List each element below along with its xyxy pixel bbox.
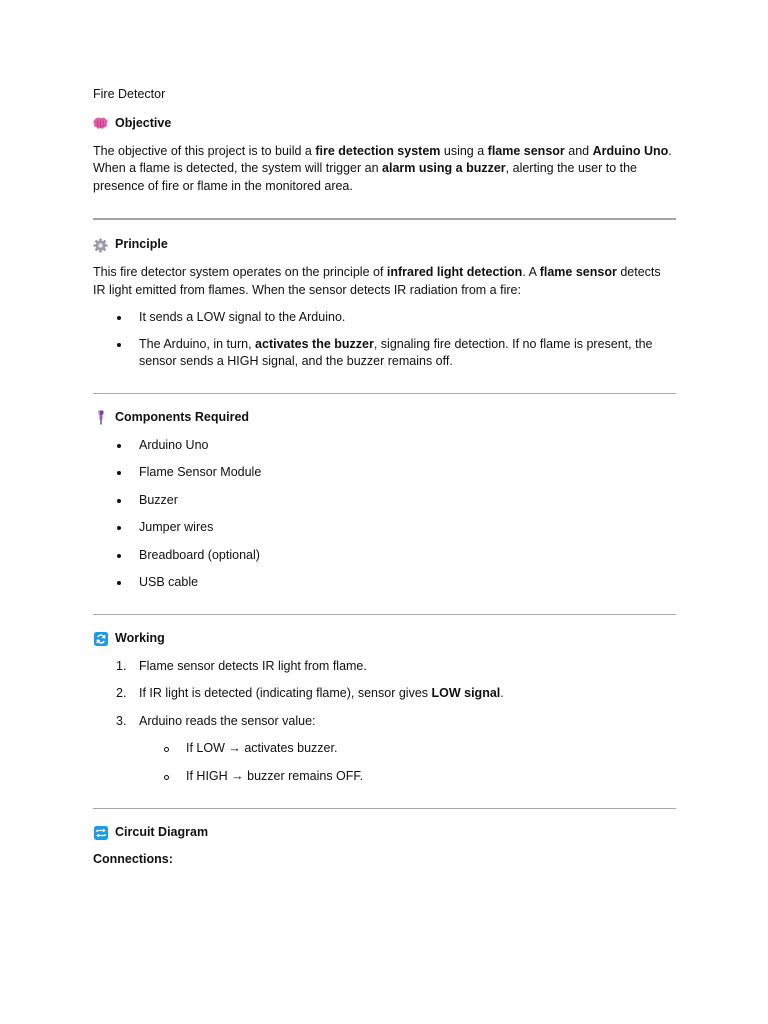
section-divider — [93, 614, 676, 615]
list-item: Jumper wires — [93, 519, 676, 537]
objective-paragraph: The objective of this project is to build a fire detection system using a flame sensor and Arduino Uno. When a flame is detected, the system will trigger an alarm using a buzzer, alerting the user to the presence of fire or flame in the monitored area. — [93, 143, 672, 193]
objective-heading — [93, 115, 676, 133]
loop-icon — [93, 826, 108, 841]
list-item: Buzzer — [93, 492, 676, 510]
list-item: If HIGH → buzzer remains OFF. — [93, 768, 676, 786]
list-item: The Arduino, in turn, activates the buzzer, signaling fire detection. If no flame is present, the sensor sends a HIGH signal, and the buzzer remains off. — [93, 336, 676, 371]
section-divider — [93, 808, 676, 809]
list-item: 1. Flame sensor detects IR light from flame. — [116, 658, 367, 673]
working-heading — [93, 630, 676, 648]
section-divider — [93, 218, 676, 220]
document-content — [93, 86, 676, 869]
working-substeps — [93, 740, 676, 785]
list-item: It sends a LOW signal to the Arduino. — [93, 309, 676, 327]
gear-icon — [93, 238, 108, 253]
brain-icon — [93, 116, 108, 131]
cycle-icon — [93, 631, 108, 646]
working-steps — [93, 658, 676, 731]
principle-paragraph: This fire detector system operates on the principle of infrared light detection. A flame sensor detects IR light emitted from flames. When the sensor detects IR radiation from a fire: — [93, 265, 661, 297]
components-heading — [93, 409, 676, 427]
components-heading-text: Components Required — [115, 409, 250, 424]
working-heading-text: Working — [115, 630, 165, 645]
connections-label: Connections: — [93, 852, 173, 866]
list-item: If LOW → activates buzzer. — [93, 740, 676, 758]
document-title: Fire Detector — [93, 87, 166, 101]
list-item: Flame Sensor Module — [93, 464, 676, 482]
components-list — [93, 437, 676, 592]
principle-heading — [93, 236, 676, 254]
section-divider — [93, 393, 676, 394]
list-item: USB cable — [93, 574, 676, 592]
list-item: 3. Arduino reads the sensor value: — [116, 713, 316, 728]
circuit-heading-text: Circuit Diagram — [115, 825, 209, 840]
probe-icon — [93, 410, 108, 425]
list-item: Breadboard (optional) — [93, 547, 676, 565]
objective-heading-text: Objective — [115, 115, 172, 130]
circuit-heading — [93, 824, 676, 842]
list-item: Arduino Uno — [93, 437, 676, 455]
principle-heading-text: Principle — [115, 237, 168, 252]
principle-list — [93, 309, 676, 371]
list-item: 2. If IR light is detected (indicating flame), sensor gives LOW signal. — [116, 686, 504, 700]
